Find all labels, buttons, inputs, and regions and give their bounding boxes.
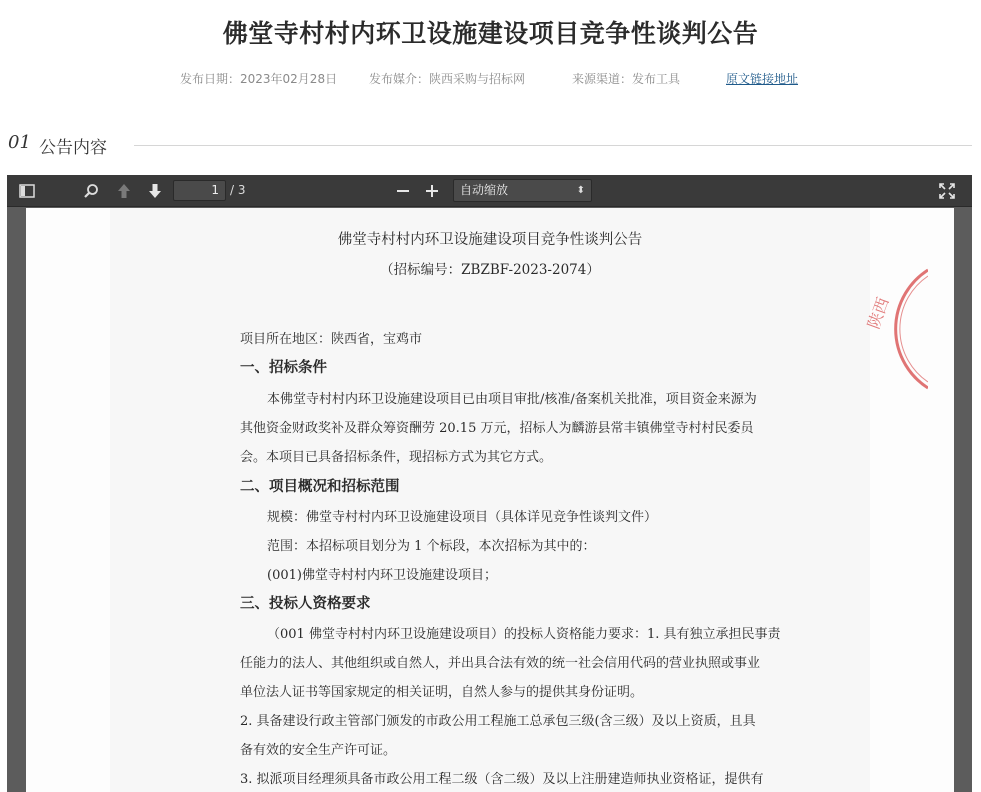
meta-row <box>0 70 981 88</box>
pdf-viewer <box>7 175 972 792</box>
doc-line: 任能力的法人、其他组织或自然人，并出具合法有效的统一社会信用代码的营业执照或事业 <box>240 656 761 671</box>
original-link[interactable]: 原文链接地址 <box>726 72 799 86</box>
section-number: 01 <box>8 132 31 153</box>
page-title: 佛堂寺村村内环卫设施建设项目竞争性谈判公告 <box>222 19 759 48</box>
publish-date: 发布日期：2023年02月28日 <box>180 72 338 86</box>
doc-line: 范围：本招标项目划分为 1 个标段，本次招标为其中的： <box>267 539 596 554</box>
doc-line: 其他资金财政奖补及群众筹资酬劳 20.15 万元，招标人为麟游县常丰镇佛堂寺村村民委员 <box>240 421 754 436</box>
document-title: 佛堂寺村村内环卫设施建设项目竞争性谈判公告 <box>337 232 643 248</box>
stamp-text: 陕西 <box>863 294 893 332</box>
doc-heading: 二、项目概况和招标范围 <box>240 479 400 495</box>
fullscreen-icon[interactable] <box>936 179 958 203</box>
doc-line: 单位法人证书等国家规定的相关证明，自然人参与的提供其身份证明。 <box>240 685 644 700</box>
zoom-in-icon[interactable] <box>422 179 442 203</box>
section-divider <box>134 145 972 146</box>
zoom-out-icon[interactable] <box>393 179 413 203</box>
doc-line: 2. 具备建设行政主管部门颁发的市政公用工程施工总承包三级(含三级）及以上资质，且具 <box>240 714 756 729</box>
page-number-input[interactable]: 1 <box>173 180 226 201</box>
pdf-page <box>26 208 954 792</box>
search-icon[interactable] <box>79 179 103 203</box>
doc-line: 3. 拟派项目经理须具备市政公用工程二级（含二级）及以上注册建造师执业资格证，提供有 <box>240 772 764 787</box>
select-caret-icon: ⬍ <box>576 185 585 196</box>
zoom-select[interactable] <box>453 179 592 202</box>
section-header <box>8 132 972 156</box>
document-code: （招标编号：ZBZBF-2023-2074） <box>380 262 600 278</box>
zoom-value: 自动缩放 <box>460 183 509 197</box>
pdf-toolbar <box>7 175 972 207</box>
doc-line: (001)佛堂寺村村内环卫设施建设项目； <box>267 568 497 583</box>
source-channel: 来源渠道：发布工具 <box>572 72 681 86</box>
sidebar-toggle-icon[interactable] <box>15 179 39 203</box>
doc-line: 会。本项目已具备招标条件，现招标方式为其它方式。 <box>240 450 553 465</box>
arrow-down-icon[interactable] <box>144 179 166 203</box>
doc-heading: 一、招标条件 <box>240 360 327 376</box>
pdf-page-content <box>110 208 893 792</box>
doc-line: 规模：佛堂寺村村内环卫设施建设项目（具体详见竞争性谈判文件） <box>267 510 658 525</box>
doc-heading: 三、投标人资格要求 <box>240 596 371 612</box>
doc-line: 本佛堂寺村村内环卫设施建设项目已由项目审批/核准/备案机关批准，项目资金来源为 <box>267 392 757 407</box>
doc-line: 项目所在地区：陕西省，宝鸡市 <box>240 332 423 347</box>
document-body <box>110 208 870 792</box>
section-label: 公告内容 <box>39 138 107 158</box>
page-total: / 3 <box>230 183 246 197</box>
arrow-up-icon[interactable] <box>113 179 135 203</box>
official-stamp <box>838 250 928 390</box>
doc-line: （001 佛堂寺村村内环卫设施建设项目）的投标人资格能力要求：1. 具有独立承担民事责 <box>267 627 781 642</box>
doc-line: 备有效的安全生产许可证。 <box>240 743 397 758</box>
publish-media: 发布媒介：陕西采购与招标网 <box>369 72 526 86</box>
